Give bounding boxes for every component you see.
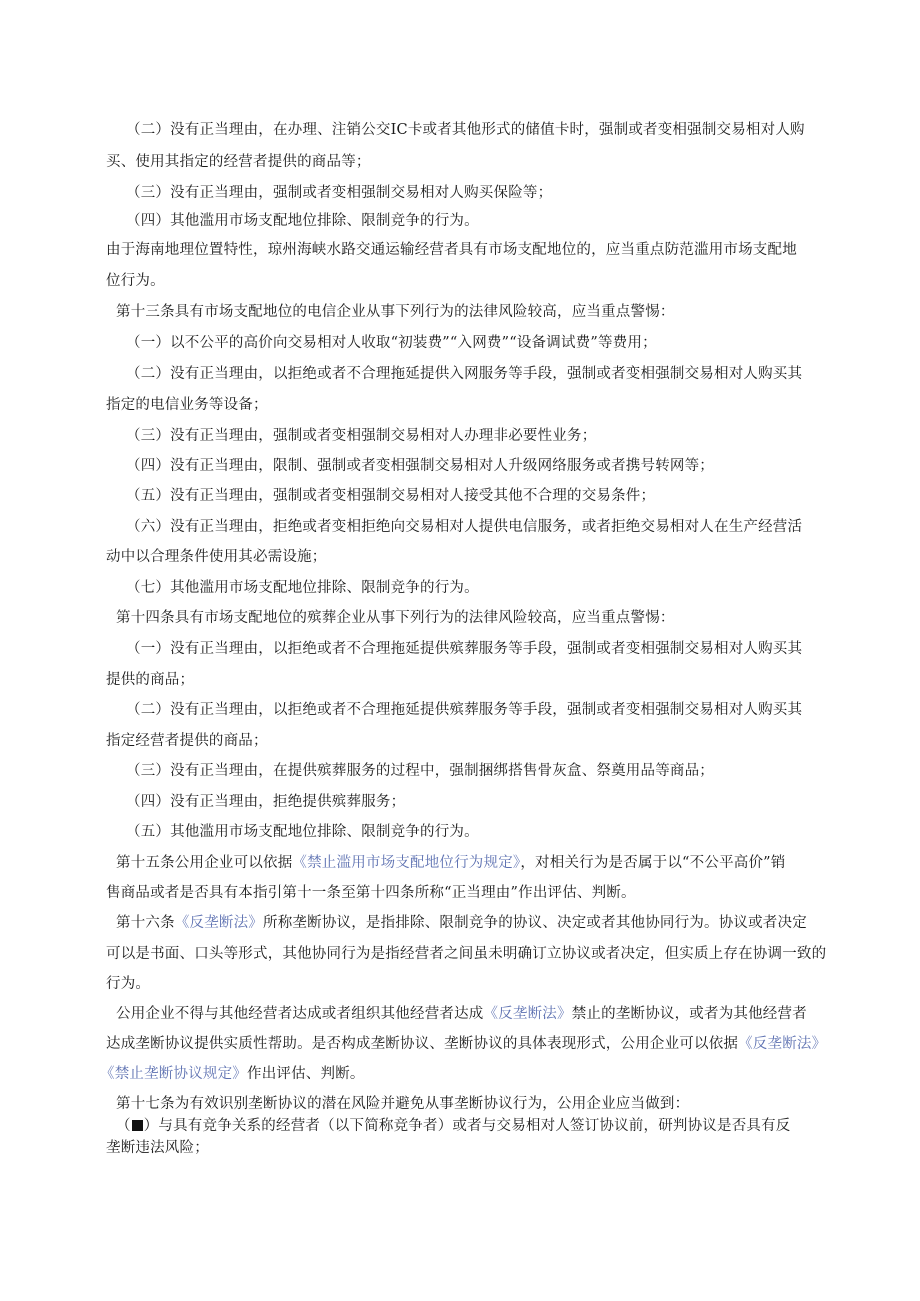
article-text: 禁止的垄断协议，或者为其他经营者 <box>571 1006 807 1022</box>
article-text: 达成垄断协议提供实质性帮助。是否构成垄断协议、垄断协议的具体表现形式，公用企业可以依据 <box>106 1036 739 1052</box>
paragraph-line: （六）没有正当理由，拒绝或者变相拒绝向交易相对人提供电信服务，或者拒绝交易相对人在生产经营活 <box>126 519 803 535</box>
paragraph-line: （五）没有正当理由，强制或者变相强制交易相对人接受其他不合理的交易条件； <box>126 488 656 504</box>
law-reference: 《反垄断法》 <box>483 1006 572 1022</box>
article-text: 公用企业不得与其他经营者达成或者组织其他经营者达成 <box>116 1006 484 1022</box>
paragraph-line: （四）没有正当理由，拒绝提供殡葬服务； <box>126 794 406 810</box>
paragraph-line: （三）没有正当理由，强制或者变相强制交易相对人购买保险等； <box>126 185 553 201</box>
paragraph-line: （四）其他滥用市场支配地位排除、限制竞争的行为。 <box>126 213 479 229</box>
paragraph-line: 动中以合理条件使用其必需设施； <box>106 549 327 565</box>
article-17-line-2 <box>116 1116 791 1136</box>
article-16-line-1 <box>116 913 807 933</box>
article-heading-line: 第十四条具有市场支配地位的殡葬企业从事下列行为的法律风险较高，应当重点警惕： <box>116 610 675 626</box>
article-16b-line-2 <box>106 1034 826 1054</box>
paragraph-line: 由于海南地理位置特性，琼州海峡水路交通运输经营者具有市场支配地位的，应当重点防范滥用市场支配地 <box>106 242 797 258</box>
article-text: （ <box>116 1118 131 1134</box>
law-reference: 《反垄断法》 <box>174 915 264 931</box>
article-text: 第十六条 <box>116 915 175 931</box>
article-17-line-1: 第十七条为有效识别垄断协议的潜在风险并避免从事垄断协议行为，公用企业应当做到： <box>116 1096 690 1112</box>
article-text: ）与具有竞争关系的经营者（以下简称竞争者）或者与交易相对人签订协议前，研判协议是否具有反 <box>143 1118 791 1134</box>
article-16-line-3: 行为。 <box>106 976 151 992</box>
article-heading-line: 第十三条具有市场支配地位的电信企业从事下列行为的法律风险较高，应当重点警惕： <box>116 304 675 320</box>
article-16-line-2: 可以是书面、口头等形式，其他协同行为是指经营者之间虽未明确订立协议或者决定，但实质上存在协调一致的 <box>106 946 827 962</box>
paragraph-line: 提供的商品； <box>106 672 195 688</box>
law-reference: 《反垄断法》 <box>738 1036 827 1052</box>
regulation-reference: 《禁止滥用市场支配地位行为规定》 <box>292 855 521 871</box>
paragraph-line: （四）没有正当理由，限制、强制或者变相强制交易相对人升级网络服务或者携号转网等； <box>126 458 714 474</box>
regulation-reference: 《禁止垄断协议规定》 <box>100 1066 247 1082</box>
paragraph-line: 位行为。 <box>106 273 165 289</box>
article-15-line-2: 售商品或者是否具有本指引第十一条至第十四条所称“正当理由”作出评估、判断。 <box>106 885 636 901</box>
paragraph-line: （三）没有正当理由，强制或者变相强制交易相对人办理非必要性业务； <box>126 428 597 444</box>
paragraph-line: 买、使用其指定的经营者提供的商品等； <box>106 154 371 170</box>
article-text: ，对相关行为是否属于以“不公平高价”销 <box>520 855 786 871</box>
paragraph-line: （二）没有正当理由，以拒绝或者不合理拖延提供入网服务等手段，强制或者变相强制交易相对人购买其 <box>126 366 803 382</box>
paragraph-line: 指定经营者提供的商品； <box>106 733 268 749</box>
paragraph-line: （三）没有正当理由，在提供殡葬服务的过程中，强制捆绑搭售骨灰盒、祭奠用品等商品； <box>126 763 714 779</box>
paragraph-line: 指定的电信业务等设备； <box>106 397 268 413</box>
article-text: 所称垄断协议，是指排除、限制竞争的协议、决定或者其他协同行为。协议或者决定 <box>263 915 807 931</box>
black-square-icon <box>132 1120 143 1131</box>
article-17-line-3: 垄断违法风险； <box>106 1140 209 1156</box>
paragraph-line: （一）没有正当理由，以拒绝或者不合理拖延提供殡葬服务等手段，强制或者变相强制交易相对人购买其 <box>126 641 803 657</box>
paragraph-line: （五）其他滥用市场支配地位排除、限制竞争的行为。 <box>126 824 479 840</box>
article-16b-line-1 <box>116 1004 807 1024</box>
paragraph-line: （二）没有正当理由，以拒绝或者不合理拖延提供殡葬服务等手段，强制或者变相强制交易相对人购买其 <box>126 702 803 718</box>
article-16b-line-3 <box>100 1064 365 1084</box>
paragraph-line: （二）没有正当理由，在办理、注销公交IC卡或者其他形式的储值卡时，强制或者变相强制交易相对人购 <box>126 122 805 138</box>
paragraph-line: （一）以不公平的高价向交易相对人收取“初装费”“入网费”“设备调试费”等费用； <box>126 335 657 351</box>
paragraph-line: （七）其他滥用市场支配地位排除、限制竞争的行为。 <box>126 580 479 596</box>
article-15-line-1 <box>116 853 785 873</box>
article-text: 作出评估、判断。 <box>247 1066 365 1082</box>
article-text: 第十五条公用企业可以依据 <box>116 855 293 871</box>
